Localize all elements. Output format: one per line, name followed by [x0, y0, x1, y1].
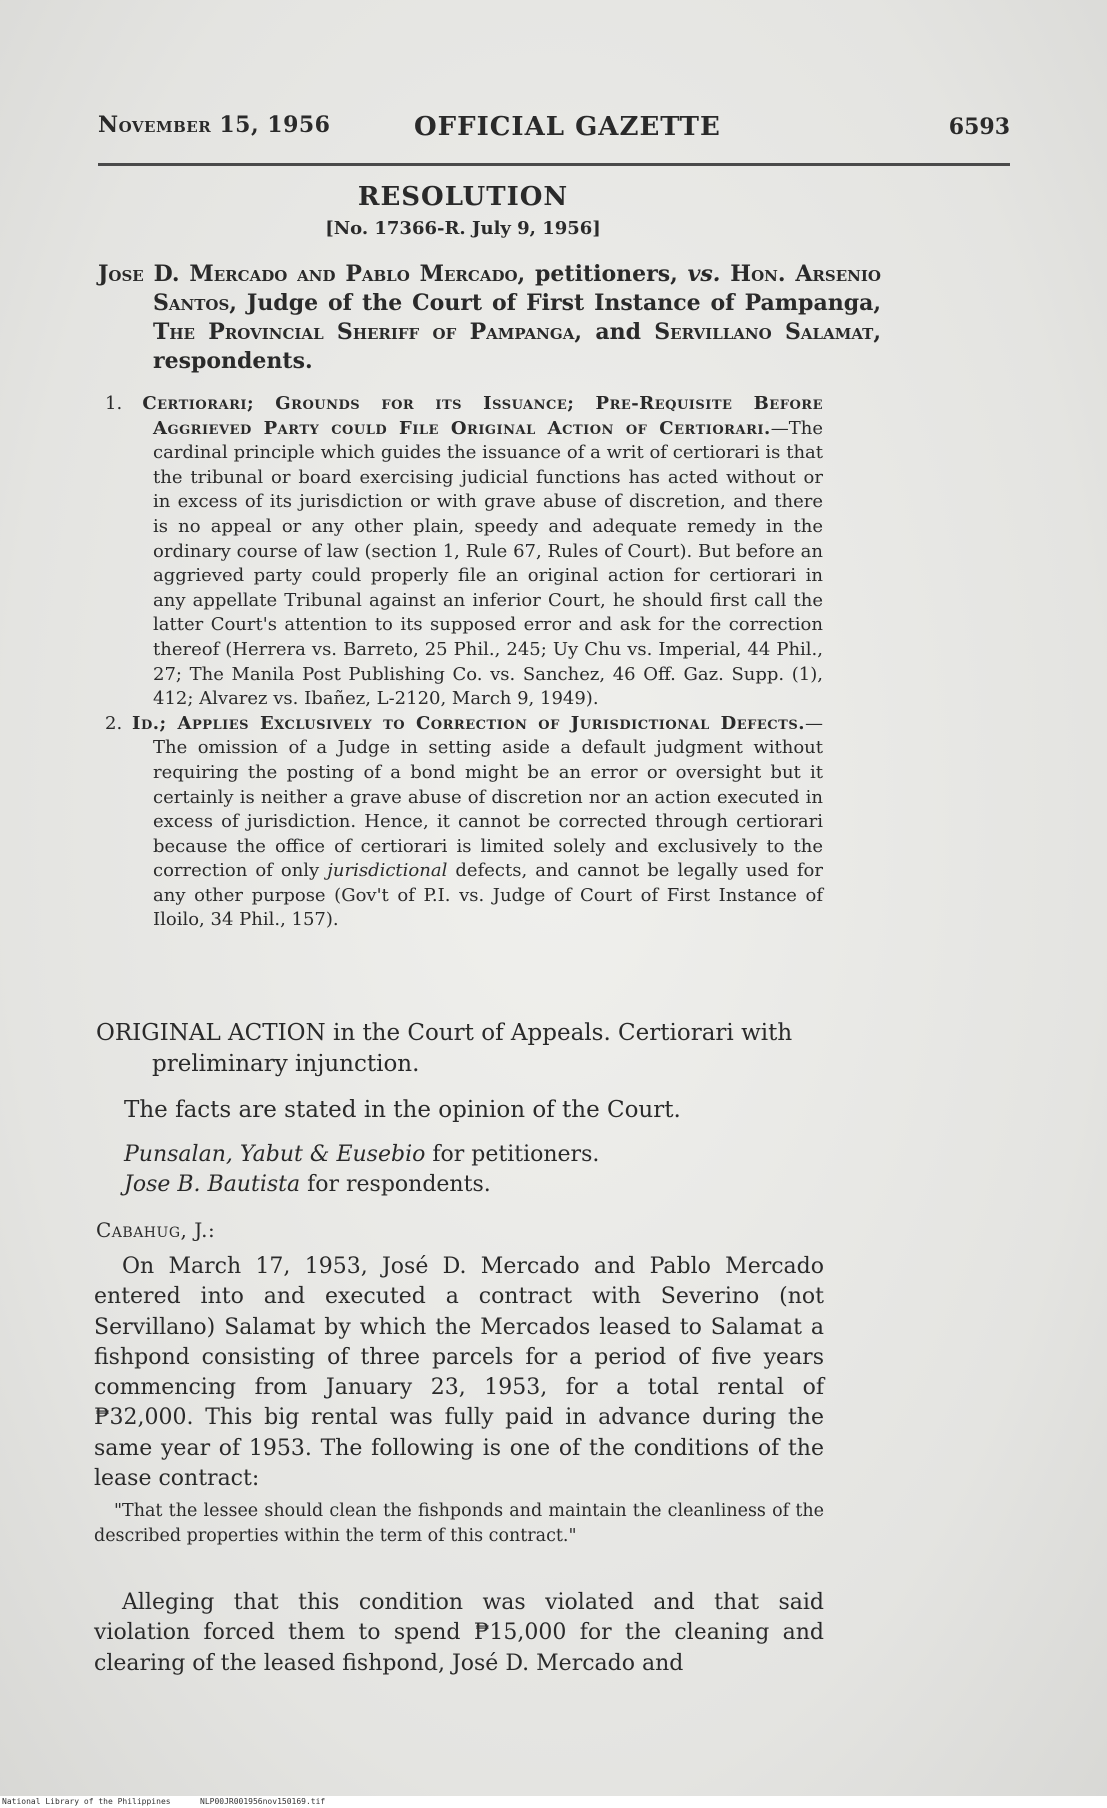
resolution-number: [No. 17366-R. July 9, 1956]	[325, 218, 601, 239]
petitioners-label: petitioners,	[535, 261, 678, 287]
opinion-paragraph: On March 17, 1953, José D. Mercado and Pablo Mercado entered into and executed a contract with Severino (not Servillano) Salamat by which the Mercados leased to Salamat a fishpond consisting of three parcels for a period of five years commencing from January 23, 1953, for a total rental of ₱32,000. This big rental was fully paid in advance during the same year of 1953. The following is one of the conditions of the lease contract:	[94, 1254, 824, 1492]
counsel-role: for respondents.	[307, 1172, 491, 1197]
syllabus-heading: Certiorari; Grounds for its Issuance; Pre-Requisite Before Aggrieved Party could File Original Action of Certiorari.	[142, 393, 823, 439]
publication-title: OFFICIAL GAZETTE	[414, 112, 721, 142]
respondent-judge: Hon. Arsenio Santos,	[153, 261, 881, 316]
respondents-label: respondents.	[153, 348, 313, 374]
respondent-salamat: Servillano Salamat,	[654, 319, 881, 345]
syllabus-number: 2.	[105, 712, 123, 734]
counsel-names: Jose B. Bautista	[124, 1172, 301, 1197]
syllabus-text: —The omission of a Judge in setting aside a default judgment without requiring the posting of a bond might be an error or oversight but it certainly is neither a grave abuse of discretion nor an action executed in excess of jurisdiction. Hence, it cannot be corrected through certiorari because the office of certiorari is limited solely and exclusively to the correction of only	[153, 712, 823, 882]
petitioners-names: Jose D. Mercado and Pablo Mercado,	[98, 261, 526, 287]
page-header	[98, 112, 1010, 152]
counsel-names: Punsalan, Yabut & Eusebio	[124, 1142, 426, 1167]
syllabus-emphasis: jurisdictional	[327, 860, 448, 882]
issue-date: November 15, 1956	[98, 112, 331, 138]
scan-footer	[0, 1796, 1107, 1808]
original-action: ORIGINAL ACTION in the Court of Appeals. Certiorari with preliminary injunction.	[96, 1020, 793, 1077]
case-parties	[98, 260, 881, 376]
respondent-judge-desc: Judge of the Court of First Instance of Pampanga,	[246, 290, 881, 316]
syllabus-item	[105, 712, 823, 933]
syllabus-heading: Id.; Applies Exclusively to Correction of Jurisdictional Defects.	[132, 712, 805, 734]
respondent-sheriff: The Provincial Sheriff of Pampanga,	[153, 319, 582, 345]
syllabus-item	[105, 392, 823, 712]
page-number: 6593	[948, 114, 1010, 140]
syllabus-text-end: defects, and cannot be legally used for any other purpose (Gov't of P.I. vs. Judge of Court of First Instance of Iloilo, 34 Phil., 157).	[153, 860, 824, 931]
header-rule	[98, 163, 1010, 166]
syllabus	[105, 392, 823, 933]
contract-quote: "That the lessee should clean the fishponds and maintain the cleanliness of the described properties within the term of this contract."	[94, 1501, 824, 1546]
facts-statement: The facts are stated in the opinion of the Court.	[124, 1097, 681, 1123]
counsel-role: for petitioners.	[432, 1142, 600, 1167]
counsel-line	[124, 1170, 824, 1200]
syllabus-text: —The cardinal principle which guides the issuance of a writ of certiorari is that the tribunal or board exercising judicial functions has acted without or in excess of its jurisdiction or with grave abuse of discretion, and there is no appeal or any other plain, speedy and adequate remedy in the ordinary course of law (section 1, Rule 67, Rules of Court). But before an aggrieved party could properly file an original action for certiorari in any appellate Tribunal against an inferior Court, he should first call the latter Court's attention to its supposed error and ask for the correction thereof (Herrera vs. Barreto, 25 Phil., 245; Uy Chu vs. Imperial, 44 Phil., 27; The Manila Post Publishing Co. vs. Sanchez, 46 Off. Gaz. Supp. (1), 412; Alvarez vs. Ibañez, L-2120, March 9, 1949).	[153, 417, 823, 710]
syllabus-number: 1.	[105, 393, 123, 414]
versus: vs.	[687, 261, 721, 287]
resolution-title: RESOLUTION	[357, 182, 569, 212]
counsel-block	[124, 1140, 824, 1200]
counsel-line	[124, 1140, 824, 1170]
opinion-paragraph: Alleging that this condition was violated and that said violation forced them to spend ₱15,000 for the cleaning and clearing of the leased fishpond, José D. Mercado and	[94, 1590, 824, 1676]
file-identifier: NLP00JR001956nov150169.tif	[200, 1797, 326, 1806]
and-conjunction: and	[595, 319, 641, 345]
opinion-author: Cabahug, J.:	[96, 1218, 216, 1242]
library-credit: National Library of the Philippines	[2, 1797, 171, 1806]
